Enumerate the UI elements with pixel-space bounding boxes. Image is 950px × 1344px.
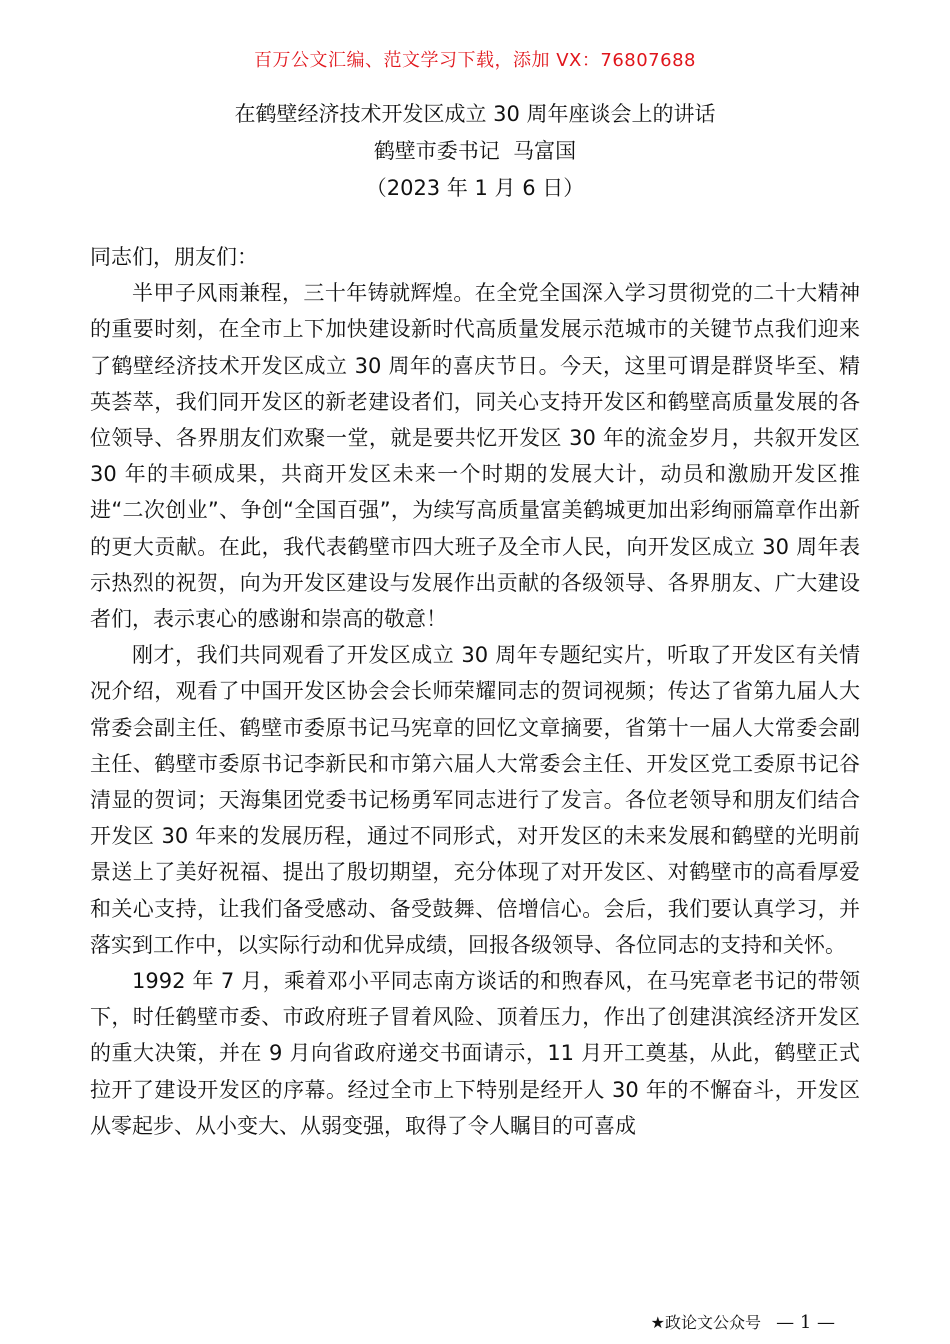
document-author: 鹤壁市委书记 马富国 [373,139,577,163]
paragraph: 刚才，我们共同观看了开发区成立 30 周年专题纪实片，听取了开发区有关情况介绍，观看了中国开发区协会会长师荣耀同志的贺词视频；传达了省第九届人大常委会副主任、鹤壁市委原书记马宪章的回忆文章摘要，省第十一届人大常委会副主任、鹤壁市委原书记李新民和市第六届人大常委会主任、开发区党工委原书记谷清显的贺词；天海集团党委书记杨勇军同志进行了发言。各位老领导和朋友们结合开发区 30 年来的发展历程，通过不同形式，对开发区的未来发展和鹤壁的光明前景送上了美好祝福、提出了殷切期望，充分体现了对开发区、对鹤壁市的高看厚爱和关心支持，让我们备受感动、备受鼓舞、倍增信心。会后，我们要认真学习，并落实到工作中，以实际行动和优异成绩，回报各级领导、各位同志的支持和关怀。 [90,643,860,957]
page-footer [651,1310,835,1333]
document-title: 在鹤壁经济技术开发区成立 30 周年座谈会上的讲话 [234,102,716,126]
page-number: — 1 — [776,1312,835,1333]
speech-body [90,239,860,1144]
document-header [0,96,950,207]
watermark-banner: 百万公文汇编、范文学习下载，添加 VX：76807688 [254,50,696,71]
salutation: 同志们，朋友们： [90,245,258,269]
paragraph: 1992 年 7 月，乘着邓小平同志南方谈话的和煦春风，在马宪章老书记的带领下，时任鹤壁市委、市政府班子冒着风险、顶着压力，作出了创建淇滨经济开发区的重大决策，并在 9 月向省政府递交书面请示，11 月开工奠基，从此，鹤壁正式拉开了建设开发区的序幕。经过全市上下特别是经开人 30 年的不懈奋斗，开发区从零起步、从小变大、从弱变强，取得了令人瞩目的可喜成 [90,969,860,1138]
paragraph: 半甲子风雨兼程，三十年铸就辉煌。在全党全国深入学习贯彻党的二十大精神的重要时刻，在全市上下加快建设新时代高质量发展示范城市的关键节点我们迎来了鹤壁经济技术开发区成立 30 周年的喜庆节日。今天，这里可谓是群贤毕至、精英荟萃，我们同开发区的新老建设者们，同关心支持开发区和鹤壁高质量发展的各位领导、各界朋友们欢聚一堂，就是要共忆开发区 30 年的流金岁月，共叙开发区 30 年的丰硕成果，共商开发区未来一个时期的发展大计，动员和激励开发区推进“二次创业”、争创“全国百强”，为续写高质量富美鹤城更加出彩绚丽篇章作出新的更大贡献。在此，我代表鹤壁市四大班子及全市人民，向开发区成立 30 周年表示热烈的祝贺，向为开发区建设与发展作出贡献的各级领导、各界朋友、广大建设者们，表示衷心的感谢和崇高的敬意！ [90,281,860,632]
footer-label: ★政论文公众号 [650,1313,761,1332]
document-date: （2023 年 1 月 6 日） [365,176,585,200]
